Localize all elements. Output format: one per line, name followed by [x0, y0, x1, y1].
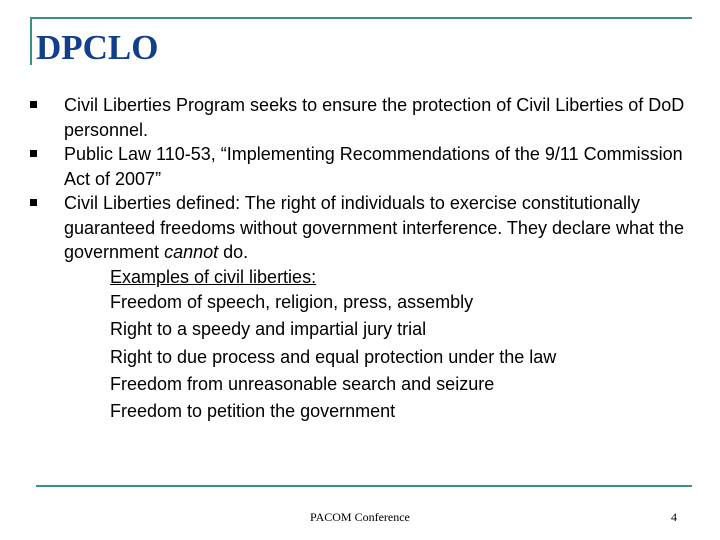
page-number: 4 [671, 510, 677, 524]
bullet-item [30, 93, 685, 142]
square-bullet-icon [30, 101, 37, 108]
examples-heading: Examples of civil liberties: [110, 266, 317, 287]
bullet-text-emphasis: cannot [164, 242, 219, 262]
slide-body [30, 93, 685, 425]
examples-list [30, 265, 685, 426]
frame-vertical-line [30, 17, 32, 65]
bullet-text: Civil Liberties Program seeks to ensure the protection of Civil Liberties of DoD personnel. [64, 95, 685, 140]
square-bullet-icon [30, 199, 37, 206]
slide-title: DPCLO [36, 28, 159, 67]
bullet-item [30, 191, 685, 265]
footer-text: PACOM Conference [310, 510, 410, 524]
square-bullet-icon [30, 150, 37, 157]
footer-line [36, 485, 692, 487]
example-item: Right to due process and equal protection under the law [110, 346, 557, 367]
frame-top-line [30, 17, 692, 19]
bullet-text-part: Civil Liberties defined: The right of individuals to exercise constitutionally guaranteed freedoms without government interference. They declare what the government [64, 193, 685, 262]
bullet-text [64, 191, 685, 265]
example-item: Freedom of speech, religion, press, assembly [110, 292, 474, 312]
bullet-text-part: do. [218, 242, 249, 262]
example-item: Right to a speedy and impartial jury trial [110, 319, 427, 340]
bullet-item [30, 142, 685, 191]
example-item: Freedom to petition the government [110, 401, 396, 422]
bullet-text: Public Law 110-53, “Implementing Recommendations of the 9/11 Commission Act of 2007” [64, 144, 683, 189]
example-item: Freedom from unreasonable search and seizure [110, 373, 495, 394]
